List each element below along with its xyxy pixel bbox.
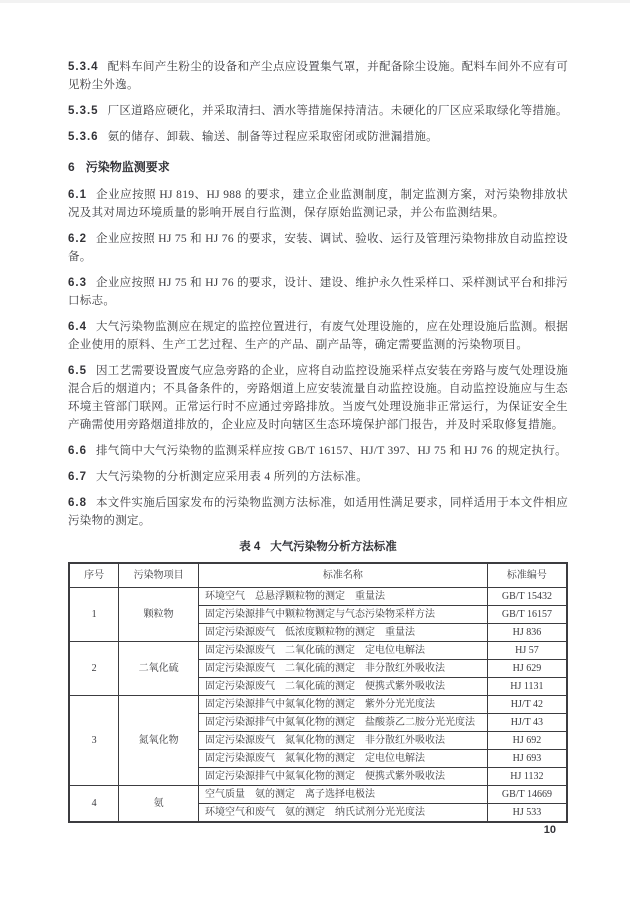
cell-standard-code: GB/T 14669 [487, 786, 567, 804]
chapter-title: 污染物监测要求 [85, 160, 170, 174]
clause-text: 排气筒中大气污染物的监测采样应按 GB/T 16157、HJ/T 397、HJ 75 和 HJ 76 的规定执行。 [96, 445, 567, 457]
cell-standard-name: 固定污染源废气 二氧化硫的测定 定电位电解法 [198, 642, 487, 660]
header-pollutant: 污染物项目 [119, 563, 199, 588]
cell-standard-name: 空气质量 氨的测定 离子选择电极法 [198, 786, 487, 804]
cell-standard-code: HJ 693 [487, 750, 567, 768]
clause-number: 6.8 [68, 497, 87, 509]
chapter-number: 6 [68, 160, 76, 174]
clause-text: 企业应按照 HJ 75 和 HJ 76 的要求，设计、建设、维护永久性采样口、采样测试平台和排污口标志。 [68, 277, 568, 307]
cell-pollutant: 氮氧化物 [119, 696, 199, 786]
clause-number: 6.1 [68, 189, 87, 201]
cell-standard-name: 固定污染源排气中颗粒物测定与气态污染物采样方法 [198, 606, 487, 624]
clause-number: 5.3.5 [68, 105, 99, 117]
cell-standard-code: HJ 57 [487, 642, 567, 660]
table-row [69, 588, 567, 606]
cell-standard-name: 固定污染源废气 二氧化硫的测定 便携式紫外吸收法 [198, 678, 487, 696]
clause-number: 6.5 [68, 365, 87, 377]
clause-number: 6.7 [68, 471, 87, 483]
cell-standard-code: HJ/T 43 [487, 714, 567, 732]
clause-paragraph [68, 102, 568, 120]
cell-standard-name: 环境空气 总悬浮颗粒物的测定 重量法 [198, 588, 487, 606]
clause-paragraph [68, 274, 568, 310]
page-number: 10 [543, 824, 556, 836]
cell-standard-name: 固定污染源废气 氮氧化物的测定 非分散红外吸收法 [198, 732, 487, 750]
clause-text: 厂区道路应硬化，并采取清扫、洒水等措施保持清洁。未硬化的厂区应采取绿化等措施。 [107, 105, 568, 117]
cell-seq: 4 [69, 786, 119, 823]
cell-standard-name: 固定污染源废气 二氧化硫的测定 非分散红外吸收法 [198, 660, 487, 678]
clause-text: 配料车间产生粉尘的设备和产尘点应设置集气罩，并配备除尘设施。配料车间外不应有可见粉尘外逸。 [68, 61, 568, 91]
header-standard-name: 标准名称 [198, 563, 487, 588]
cell-seq: 2 [69, 642, 119, 696]
clause-paragraph [68, 442, 568, 460]
cell-standard-name: 固定污染源排气中氮氧化物的测定 便携式紫外吸收法 [198, 768, 487, 786]
cell-standard-code: HJ 692 [487, 732, 567, 750]
cell-standard-name: 固定污染源废气 氮氧化物的测定 定电位电解法 [198, 750, 487, 768]
clause-paragraph [68, 468, 568, 486]
clause-paragraph [68, 362, 568, 434]
table-caption [68, 538, 568, 556]
cell-standard-name: 环境空气和废气 氨的测定 纳氏试剂分光光度法 [198, 804, 487, 823]
clause-paragraph [68, 128, 568, 146]
table-header-row [69, 563, 567, 588]
clause-number: 6.2 [68, 233, 87, 245]
clause-number: 6.3 [68, 277, 87, 289]
clause-paragraph [68, 186, 568, 222]
cell-seq: 1 [69, 588, 119, 642]
cell-standard-name: 固定污染源排气中氮氧化物的测定 紫外分光光度法 [198, 696, 487, 714]
clause-number: 5.3.6 [68, 131, 99, 143]
cell-seq: 3 [69, 696, 119, 786]
cell-pollutant: 颗粒物 [119, 588, 199, 642]
table-caption-label: 表 4 [239, 541, 261, 553]
cell-standard-code: HJ 629 [487, 660, 567, 678]
clause-number: 6.4 [68, 321, 87, 333]
cell-standard-code: GB/T 16157 [487, 606, 567, 624]
header-seq: 序号 [69, 563, 119, 588]
cell-standard-code: HJ 1131 [487, 678, 567, 696]
header-standard-code: 标准编号 [487, 563, 567, 588]
table-row [69, 642, 567, 660]
analysis-methods-table [68, 562, 568, 823]
clause-paragraph [68, 58, 568, 94]
clause-text: 本文件实施后国家发布的污染物监测方法标准，如适用性满足要求，同样适用于本文件相应污染物的测定。 [68, 497, 568, 527]
clause-paragraph [68, 318, 568, 354]
cell-standard-code: HJ 533 [487, 804, 567, 823]
table-row [69, 696, 567, 714]
clause-number: 5.3.4 [68, 61, 99, 73]
cell-standard-code: HJ 836 [487, 624, 567, 642]
table-row [69, 786, 567, 804]
cell-standard-name: 固定污染源排气中氮氧化物的测定 盐酸萘乙二胺分光光度法 [198, 714, 487, 732]
clause-text: 企业应按照 HJ 819、HJ 988 的要求，建立企业监测制度，制定监测方案，对污染物排放状况及其对周边环境质量的影响开展自行监测，保存原始监测记录，并公布监测结果。 [68, 189, 568, 219]
clause-text: 大气污染物的分析测定应采用表 4 所列的方法标准。 [96, 471, 368, 483]
clause-paragraph [68, 494, 568, 530]
cell-standard-name: 固定污染源废气 低浓度颗粒物的测定 重量法 [198, 624, 487, 642]
cell-pollutant: 氨 [119, 786, 199, 823]
cell-standard-code: HJ/T 42 [487, 696, 567, 714]
clause-text: 氨的储存、卸载、输送、制备等过程应采取密闭或防泄漏措施。 [107, 131, 438, 143]
clause-text: 大气污染物监测应在规定的监控位置进行，有废气处理设施的，应在处理设施后监测。根据企业使用的原料、生产工艺过程、生产的产品、副产品等，确定需要监测的污染物项目。 [68, 321, 568, 351]
cell-standard-code: GB/T 15432 [487, 588, 567, 606]
chapter-heading [68, 158, 568, 176]
cell-standard-code: HJ 1132 [487, 768, 567, 786]
clause-paragraph [68, 230, 568, 266]
clause-number: 6.6 [68, 445, 87, 457]
cell-pollutant: 二氧化硫 [119, 642, 199, 696]
table-caption-title: 大气污染物分析方法标准 [270, 541, 397, 553]
clause-text: 因工艺需要设置废气应急旁路的企业，应将自动监控设施采样点安装在旁路与废气处理设施混合后的烟道内；不具备条件的，旁路烟道上应安装流量自动监控设施。自动监控设施应与生态环境主管部门联网。正常运行时不应通过旁路排放。当废气处理设施非正常运行，为保证安全生产确需使用旁路烟道排放的，企业应及时向辖区生态环境保护部门报告，并及时采取修复措施。 [68, 365, 568, 431]
clause-text: 企业应按照 HJ 75 和 HJ 76 的要求，安装、调试、验收、运行及管理污染物排放自动监控设备。 [68, 233, 568, 263]
